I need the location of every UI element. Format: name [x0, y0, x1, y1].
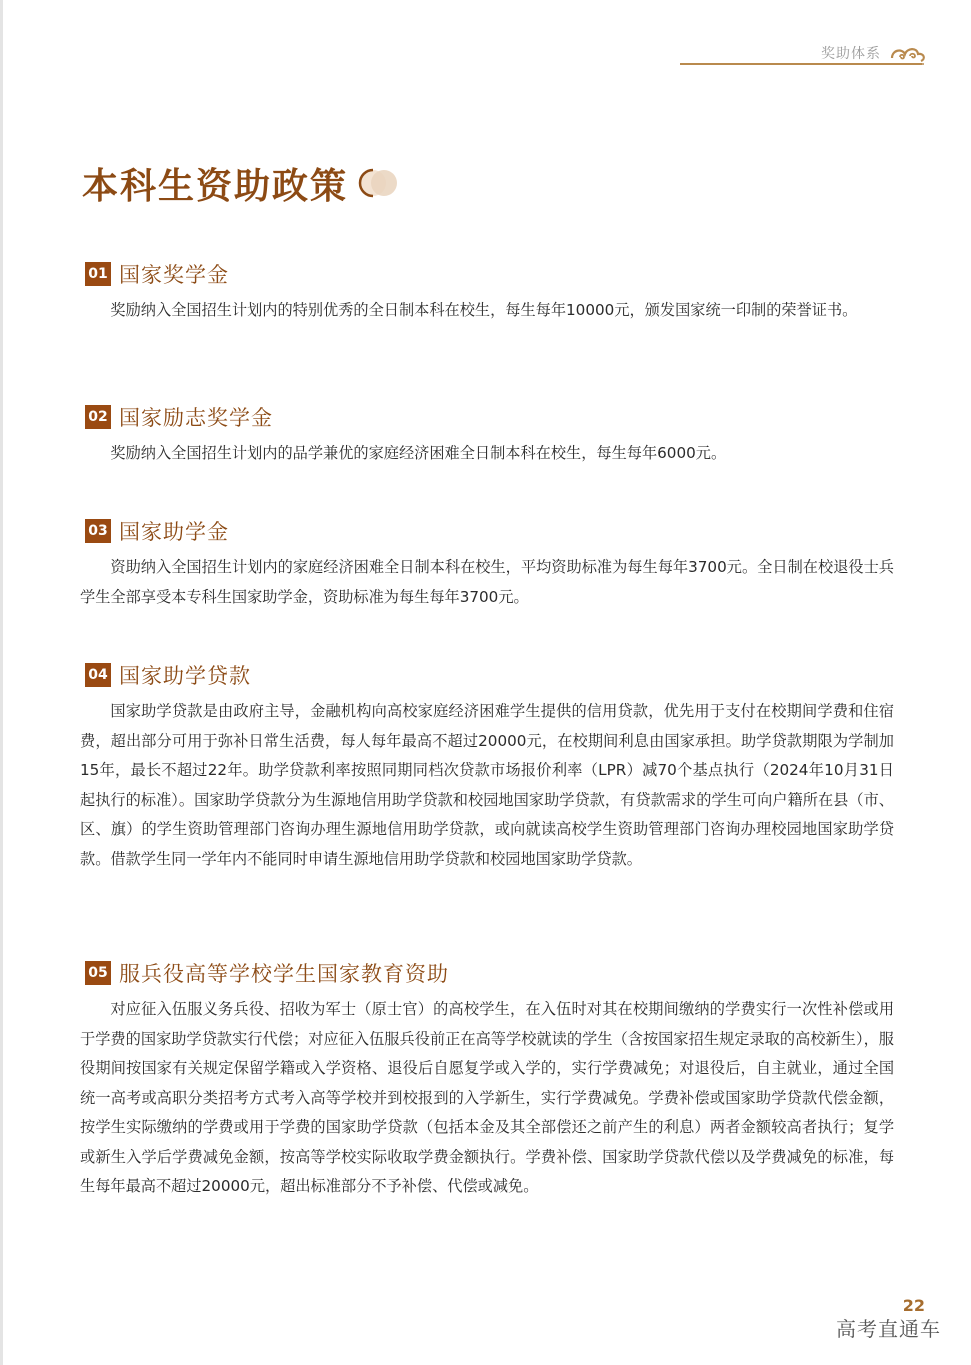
- section-body: 对应征入伍服义务兵役、招收为军士（原士官）的高校学生，在入伍时对其在校期间缴纳的学费实行一次性补偿或用于学费的国家助学贷款实行代偿；对应征入伍服兵役前正在高等学校就读的学生（含按国家招生规定录取的高校新生），服役期间按国家有关规定保留学籍或入学资格、退役后自愿复学或入学的，实行学费减免；对退役后，自主就业，通过全国统一高考或高职分类招考方式考入高等学校并到校报到的入学新生，实行学费减免。学费补偿或国家助学贷款代偿金额，按学生实际缴纳的学费或用于学费的国家助学贷款（包括本金及其全部偿还之前产生的利息）两者金额较高者执行；复学或新生入学后学费减免金额，按高等学校实际收取学费金额执行。学费补偿、国家助学贷款代偿以及学费减免的标准，每生每年最高不超过20000元，超出标准部分不予补偿、代偿或减免。: [80, 1000, 894, 1195]
- overlapping-circles-icon: [358, 166, 400, 200]
- header-rule: [680, 63, 922, 65]
- page-title: 本科生资助政策: [82, 166, 349, 207]
- section-body: 资助纳入全国招生计划内的家庭经济困难全日制本科在校生，平均资助标准为每生每年3700元。全日制在校退役士兵学生全部享受本专科生国家助学金，资助标准为每生每年3700元。: [80, 558, 894, 606]
- section-title: 国家助学贷款: [119, 664, 251, 688]
- section-body: 国家助学贷款是由政府主导，金融机构向高校家庭经济困难学生提供的信用贷款，优先用于支付在校期间学费和住宿费，超出部分可用于弥补日常生活费，每人每年最高不超过20000元，在校期间利息由国家承担。助学贷款期限为学制加15年，最长不超过22年。助学贷款利率按照同期同档次贷款市场报价利率（LPR）减70个基点执行（2024年10月31日起执行的标准）。国家助学贷款分为生源地信用助学贷款和校园地国家助学贷款，有贷款需求的学生可向户籍所在县（市、区、旗）的学生资助管理部门咨询办理生源地信用助学贷款，或向就读高校学生资助管理部门咨询办理校园地国家助学贷款。借款学生同一学年内不能同时申请生源地信用助学贷款和校园地国家助学贷款。: [80, 702, 894, 868]
- page-number: 22: [902, 1296, 925, 1315]
- section-title: 国家助学金: [119, 520, 229, 544]
- section-title: 国家励志奖学金: [119, 406, 273, 430]
- section-number-badge: 01: [85, 262, 111, 286]
- section-body: 奖励纳入全国招生计划内的特别优秀的全日制本科在校生，每生每年10000元，颁发国家统一印制的荣誉证书。: [110, 301, 858, 319]
- section-body: 奖励纳入全国招生计划内的品学兼优的家庭经济困难全日制本科在校生，每生每年6000元。: [110, 444, 727, 462]
- page-edge: [0, 0, 3, 1365]
- section-header-02: [85, 403, 273, 431]
- watermark: 高考直通车: [836, 1317, 941, 1341]
- section-header-01: [85, 260, 229, 288]
- section-number-badge: 04: [85, 663, 111, 687]
- section-number-badge: 05: [85, 961, 111, 985]
- section-header-04: [85, 661, 251, 689]
- header-section-label: 奖助体系: [821, 46, 881, 62]
- section-header-03: [85, 517, 229, 545]
- section-header-05: [85, 959, 449, 987]
- auspicious-cloud-icon: [888, 42, 928, 72]
- section-number-badge: 02: [85, 405, 111, 429]
- section-title: 服兵役高等学校学生国家教育资助: [119, 962, 449, 986]
- section-title: 国家奖学金: [119, 263, 229, 287]
- section-number-badge: 03: [85, 519, 111, 543]
